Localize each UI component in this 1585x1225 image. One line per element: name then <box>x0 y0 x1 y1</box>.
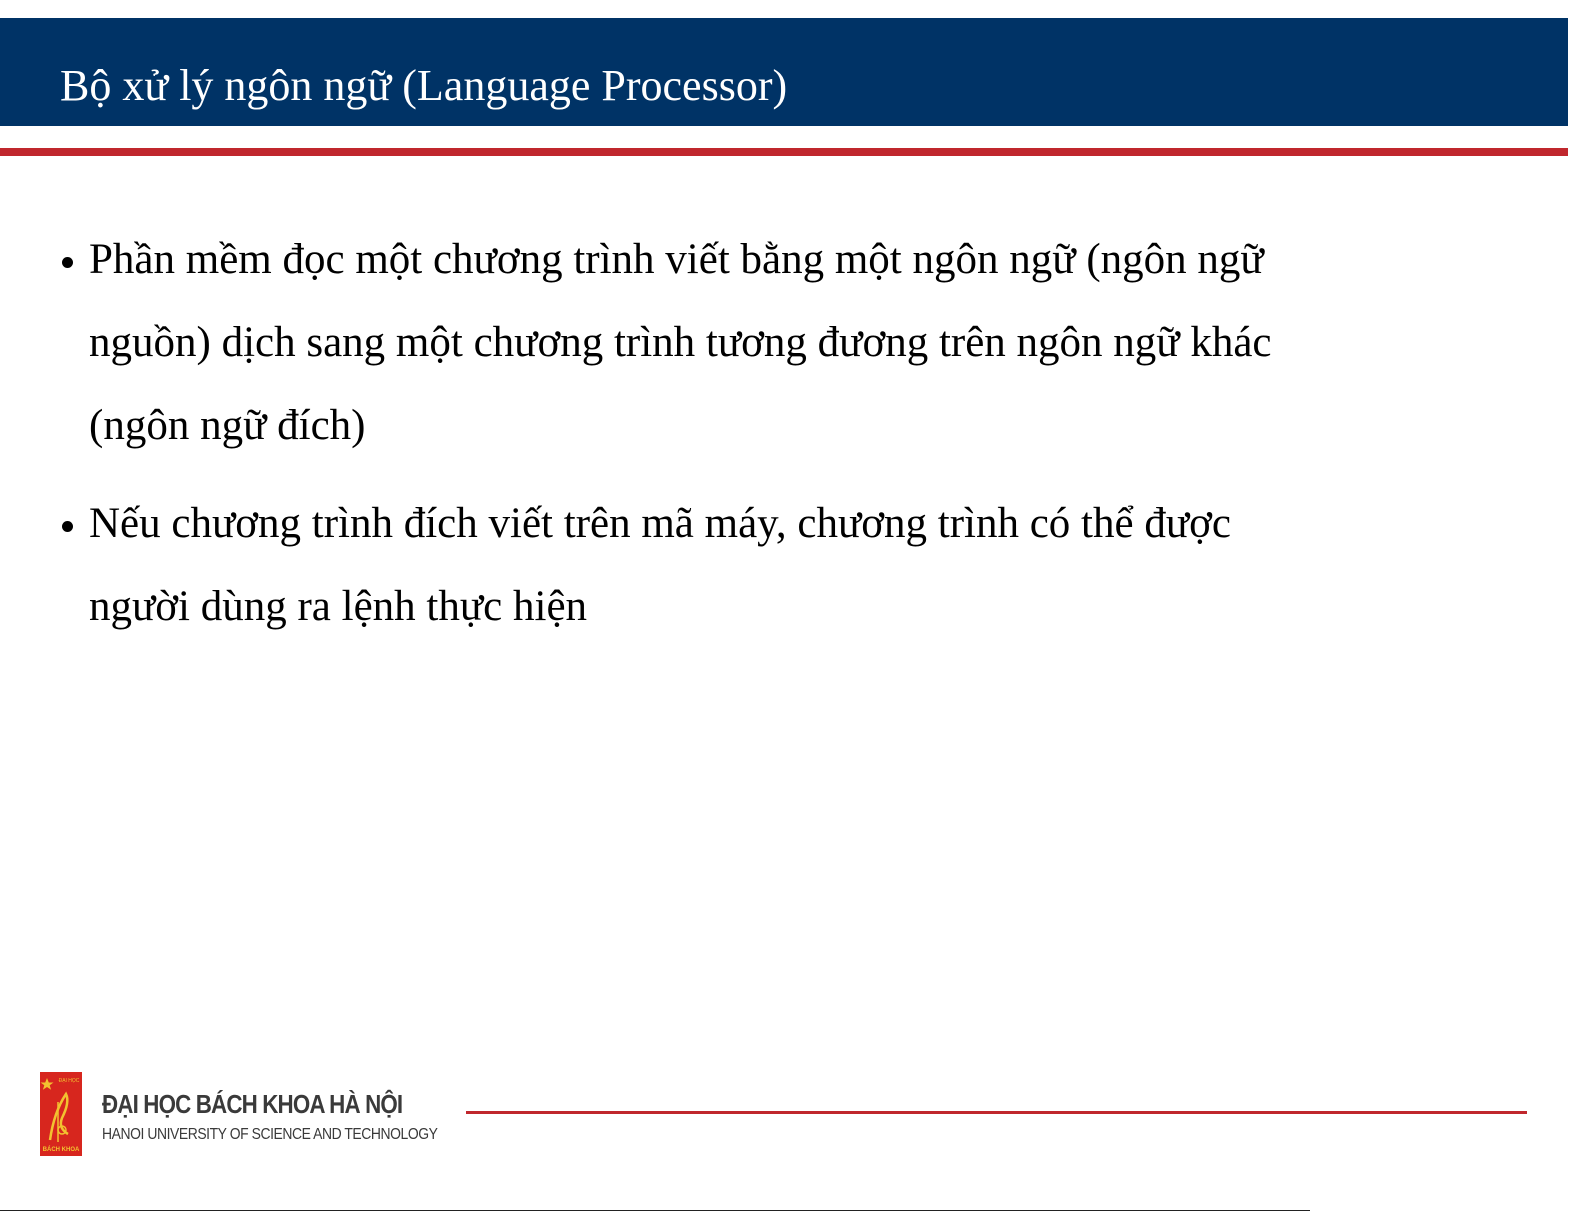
bottom-border-line <box>0 1210 1310 1211</box>
seal-bottom-text: BÁCH KHOA <box>42 1147 80 1153</box>
bullet-dot-icon <box>62 521 73 532</box>
bullet-list <box>60 218 1520 663</box>
bullet-line: nguồn) dịch sang một chương trình tương đương trên ngôn ngữ khác <box>89 319 1272 366</box>
title-underline-rule <box>0 148 1568 156</box>
bullet-line: (ngôn ngữ đích) <box>89 402 366 449</box>
bullet-line: người dùng ra lệnh thực hiện <box>89 583 588 630</box>
bullet-item <box>60 482 1520 648</box>
title-bar <box>0 18 1568 126</box>
university-name: ĐẠI HỌC BÁCH KHOA HÀ NỘI <box>102 1089 403 1119</box>
seal-top-text: ĐẠI HỌC <box>58 1078 80 1084</box>
slide-title: Bộ xử lý ngôn ngữ (Language Processor) <box>60 61 788 110</box>
bullet-line: Nếu chương trình đích viết trên mã máy, chương trình có thể được <box>89 500 1231 547</box>
university-seal-icon <box>40 1072 82 1156</box>
university-logo <box>40 1072 438 1156</box>
university-name-english: HANOI UNIVERSITY OF SCIENCE AND TECHNOLOGY <box>102 1126 438 1143</box>
footer-rule <box>466 1111 1527 1114</box>
bullet-item <box>60 218 1520 467</box>
bullet-dot-icon <box>62 257 73 268</box>
bullet-line: Phần mềm đọc một chương trình viết bằng một ngôn ngữ (ngôn ngữ <box>89 236 1264 283</box>
